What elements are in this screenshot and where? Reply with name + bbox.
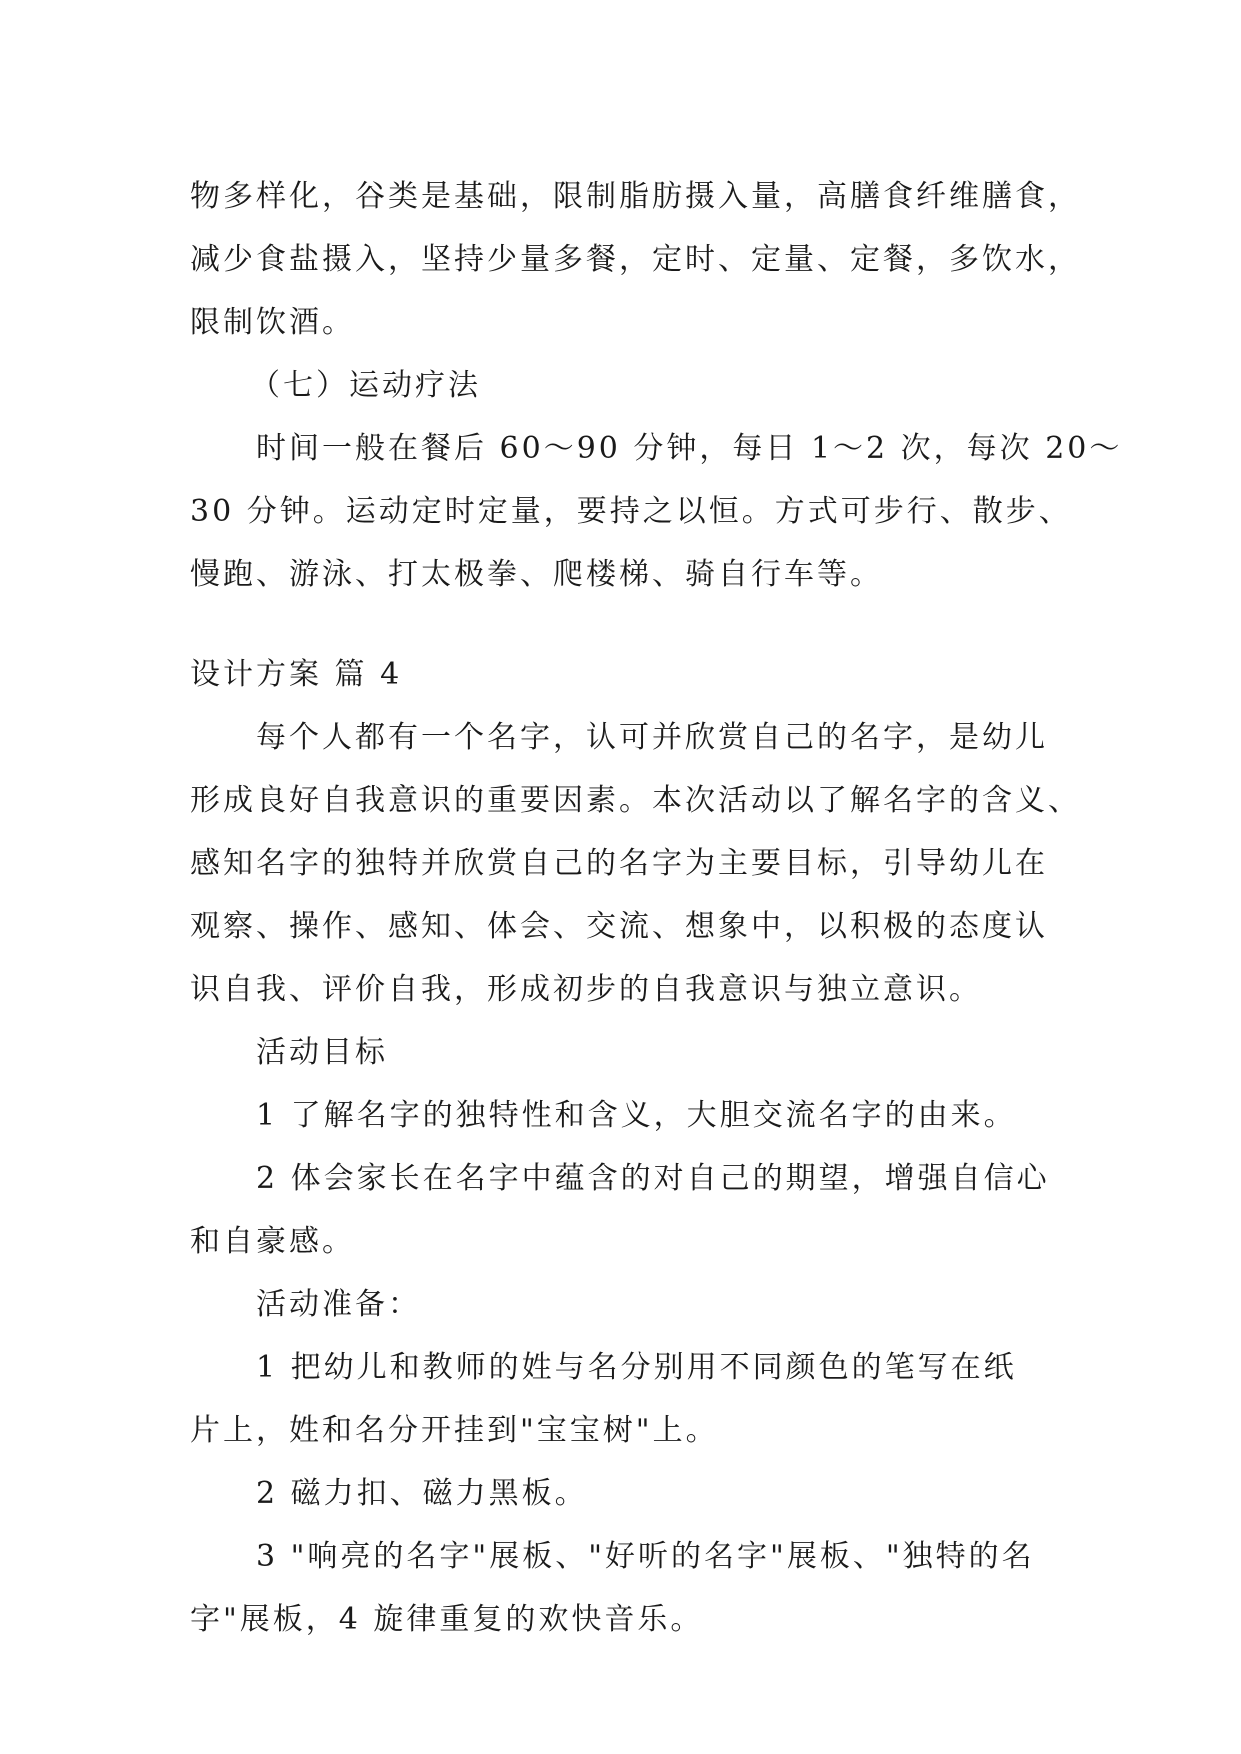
- paragraph-line: 物多样化，谷类是基础，限制脂肪摄入量，高膳食纤维膳食，: [190, 179, 1081, 214]
- goal-item-continuation: 和自豪感。: [190, 1224, 355, 1259]
- prep-item: 2 磁力扣、磁力黑板。: [256, 1476, 588, 1511]
- paragraph-line: 减少食盐摄入，坚持少量多餐，定时、定量、定餐，多饮水，: [190, 242, 1081, 277]
- prep-item: 1 把幼儿和教师的姓与名分别用不同颜色的笔写在纸: [256, 1350, 1017, 1385]
- goal-item: 1 了解名字的独特性和含义，大胆交流名字的由来。: [256, 1098, 1017, 1133]
- goal-item: 2 体会家长在名字中蕴含的对自己的期望，增强自信心: [256, 1161, 1050, 1196]
- paragraph-line: 感知名字的独特并欣赏自己的名字为主要目标，引导幼儿在: [190, 846, 1048, 881]
- prep-item: 3 "响亮的名字"展板、"好听的名字"展板、"独特的名: [256, 1539, 1035, 1574]
- paragraph-line: 30 分钟。运动定时定量，要持之以恒。方式可步行、散步、: [190, 494, 1072, 529]
- prep-heading: 活动准备：: [256, 1287, 421, 1322]
- prep-item-continuation: 片上，姓和名分开挂到"宝宝树"上。: [190, 1413, 719, 1448]
- paragraph-line: 限制饮酒。: [190, 305, 355, 340]
- section-spacer: [190, 606, 1070, 643]
- paragraph-line: 形成良好自我意识的重要因素。本次活动以了解名字的含义、: [190, 783, 1081, 818]
- document-body: [190, 165, 1123, 1651]
- goals-heading: 活动目标: [256, 1035, 388, 1070]
- prep-item-continuation: 字"展板，4 旋律重复的欢快音乐。: [190, 1602, 704, 1637]
- section-heading: （七）运动疗法: [250, 368, 481, 403]
- plan-title: 设计方案 篇 4: [190, 657, 403, 692]
- paragraph-line: 每个人都有一个名字，认可并欣赏自己的名字，是幼儿: [256, 720, 1048, 755]
- paragraph-line: 观察、操作、感知、体会、交流、想象中，以积极的态度认: [190, 909, 1048, 944]
- paragraph-line: 识自我、评价自我，形成初步的自我意识与独立意识。: [190, 972, 982, 1007]
- paragraph-line: 时间一般在餐后 60～90 分钟，每日 1～2 次，每次 20～: [256, 431, 1123, 466]
- paragraph-line: 慢跑、游泳、打太极拳、爬楼梯、骑自行车等。: [190, 557, 883, 592]
